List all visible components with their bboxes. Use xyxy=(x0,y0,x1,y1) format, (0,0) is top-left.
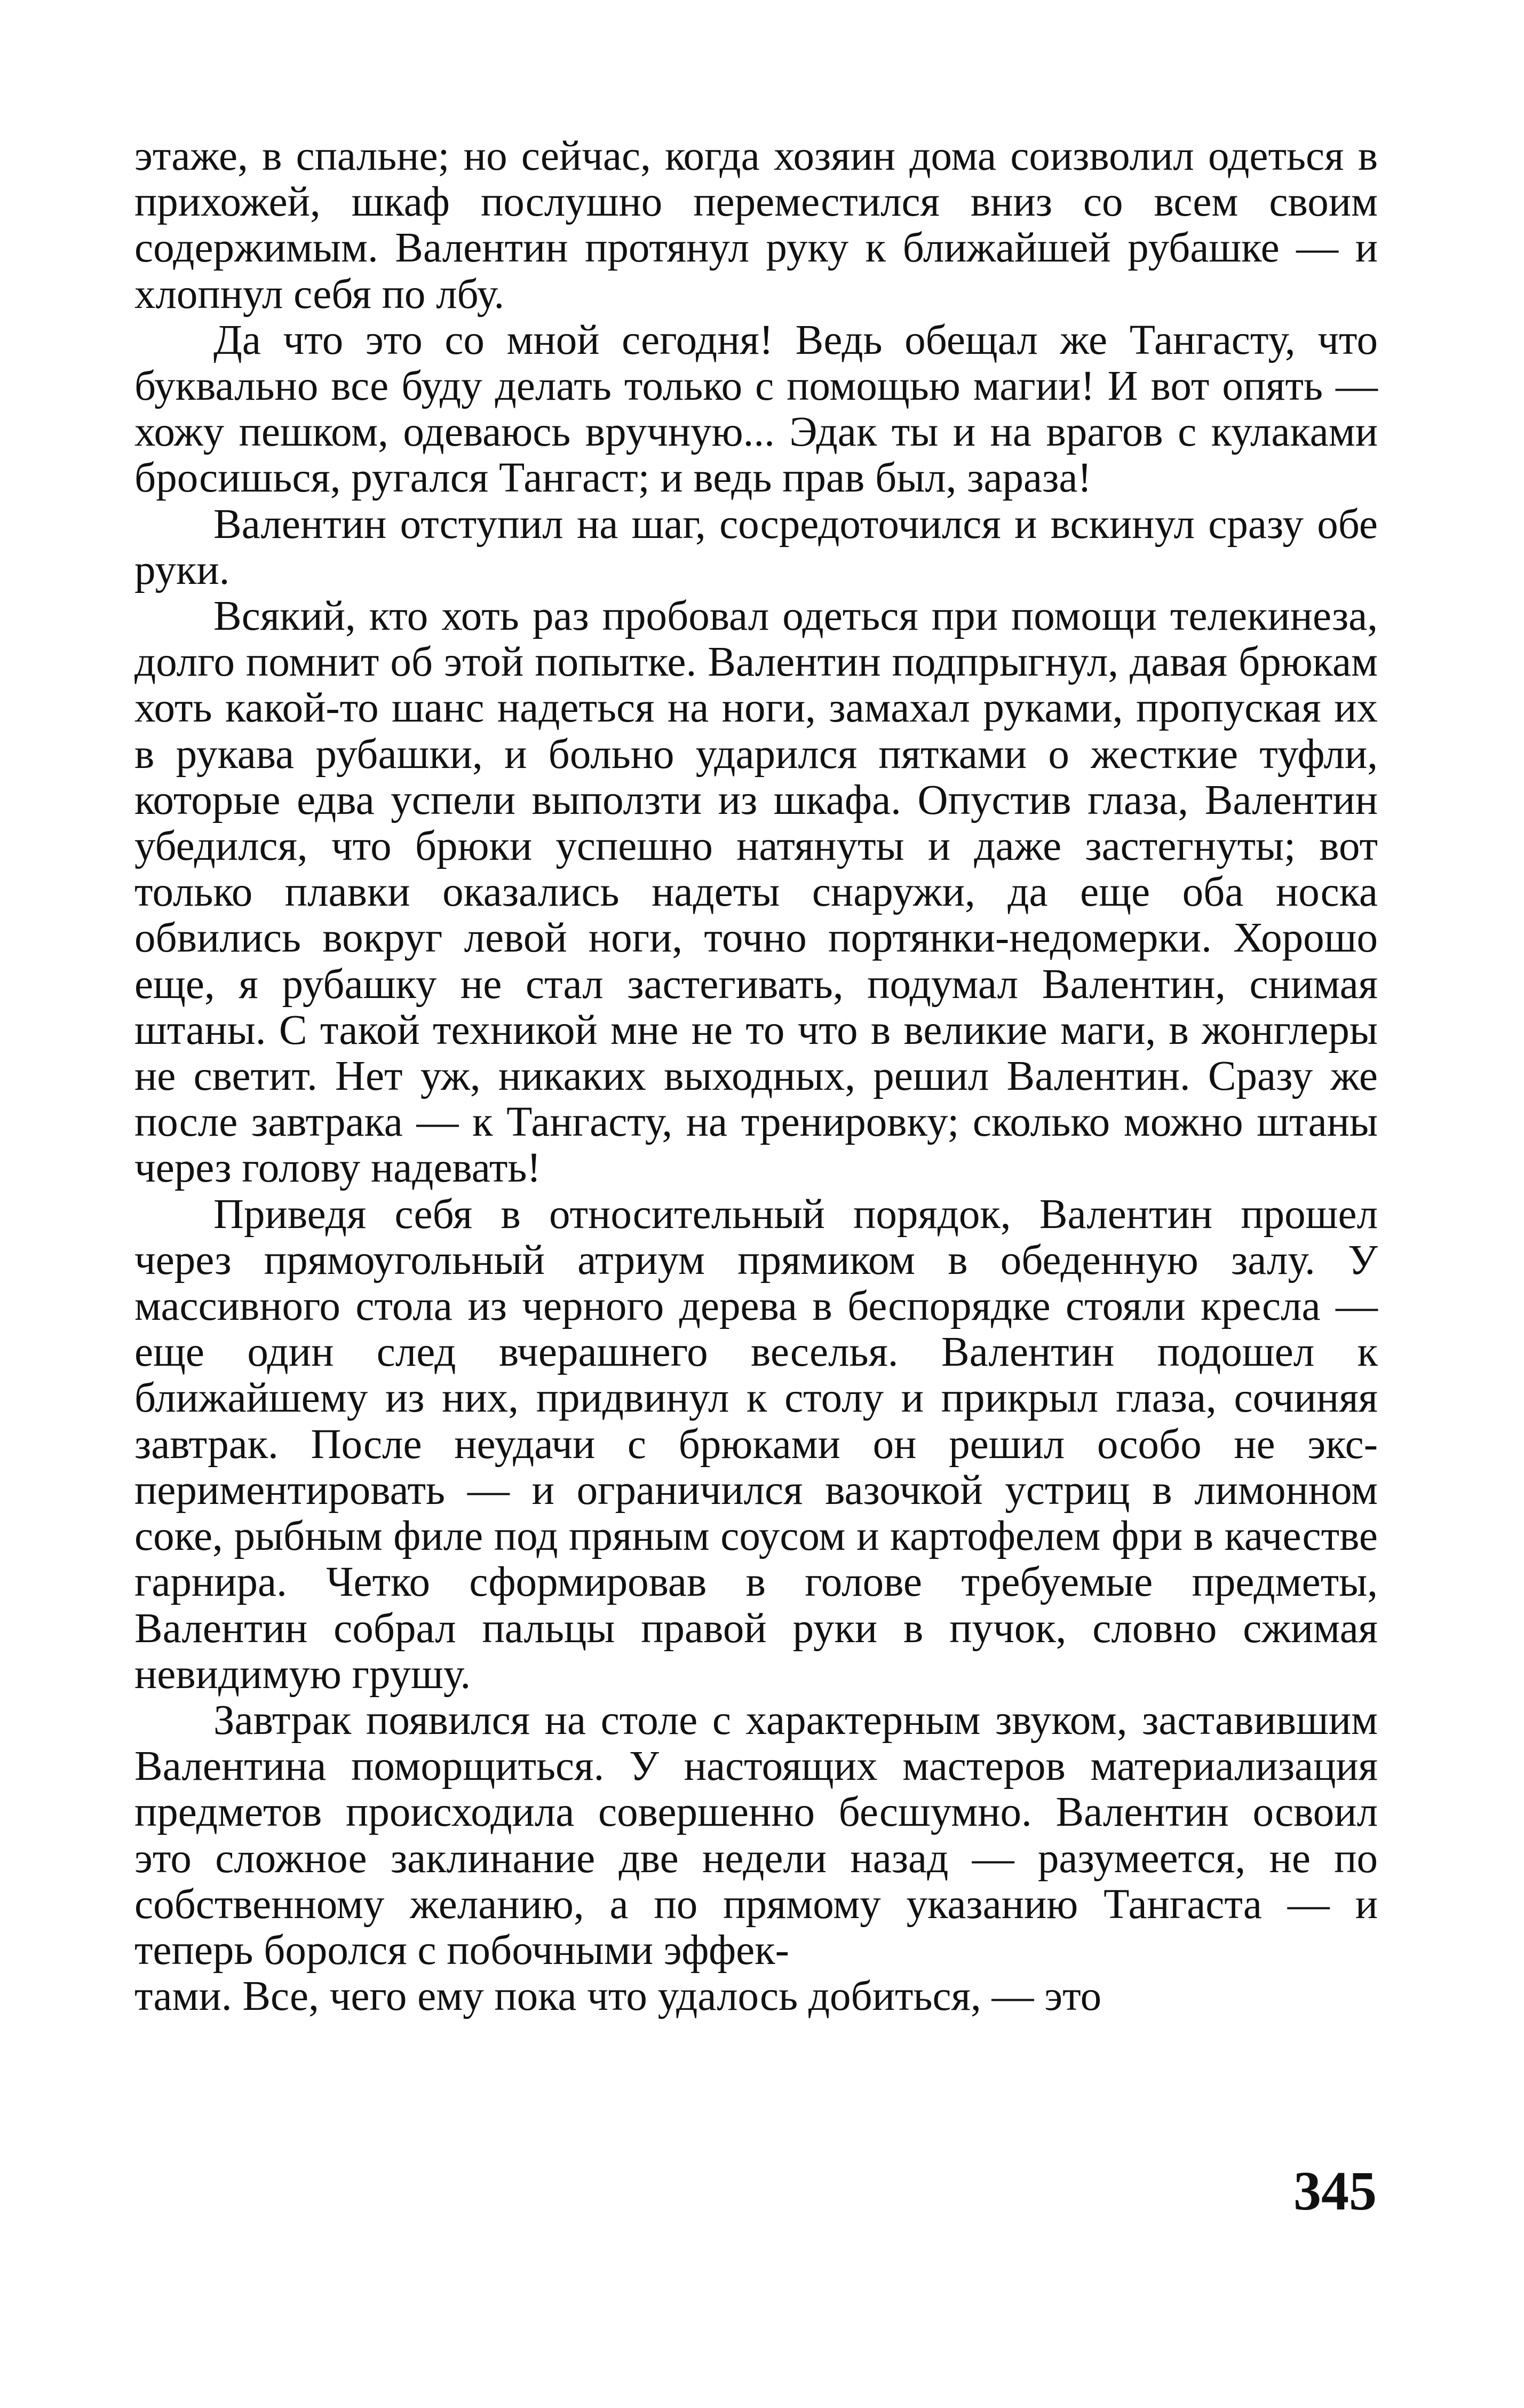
paragraph-3: Валентин отступил на шаг, сосредоточился и вскинул сразу обе руки. xyxy=(134,501,1378,593)
final-line xyxy=(134,1974,1378,2019)
paragraph-2: Да что это со мной сегодня! Ведь обещал же Тангасту, что буквально все буду делать только с помощью магии! И вот опять — хожу пешком, одеваюсь вручную... Эдак ты и на врагов с кулаками бросишься, ругался Тангаст; и ведь прав был, зараза! xyxy=(134,316,1378,502)
final-line-text: тами. Все, чего ему пока что удалось добиться, — это xyxy=(134,1973,1102,2020)
paragraph-1: этаже, в спальне; но сейчас, когда хозяин дома соизволил одеться в прихожей, шкаф послушно переместился вниз со всем своим содержимым. Валентин протянул руку к ближайшей рубашке — и хлопнул себя по лбу. xyxy=(134,133,1378,318)
paragraph-5: Приведя себя в относительный порядок, Валентин прошел через прямоугольный атриум прямиком в обеденную залу. У массивного стола из черного дерева в беспорядке стояли кресла — еще один след вчерашнего веселья. Валентин подошел к ближайшему из них, придвинул к столу и прикрыл глаза, сочиняя завтрак. После неудачи с брюками он решил особо не экспериментировать — и ограничился вазочкой устриц в лимонном соке, рыбным филе под пряным соусом и картофелем фри в качестве гарнира. Четко сформировав в голове требуемые предметы, Валентин собрал пальцы правой руки в пучок, словно сжимая невидимую грушу. xyxy=(134,1191,1378,1698)
paragraph-4: Всякий, кто хоть раз пробовал одеться при помощи телекинеза, долго помнит об этой попытке. Валентин подпрыгнул, давая брюкам хоть какой-то шанс надеться на ноги, замахал руками, пропуская их в рукава рубашки, и больно ударился пятками о жесткие туфли, которые едва успели выползти из шкафа. Опустив глаза, Валентин убедился, что брюки успешно натянуты и даже застегнуты; вот только плавки оказались надеты снаружи, да еще оба носка обвились вокруг левой ноги, точно портянки-недомерки. Хорошо еще, я рубашку не стал застегивать, подумал Валентин, снимая штаны. С такой техникой мне не то что в великие маги, в жонглеры не светит. Нет уж, никаких выходных, решил Валентин. Сразу же после завтрака — к Тангасту, на тренировку; сколько можно штаны через голову надевать! xyxy=(134,593,1378,1192)
body-text xyxy=(134,133,1378,2019)
paragraph-6: Завтрак появился на столе с характерным звуком, заставившим Валентина поморщиться. У настоящих мастеров материализация предметов происходила совершенно бесшумно. Валентин освоил это сложное заклинание две недели назад — разумеется, не по собственному желанию, а по прямому указанию Тангаста — и теперь боролся с побочными эффек- xyxy=(134,1697,1378,1974)
page-number: 345 xyxy=(1293,2160,1377,2222)
